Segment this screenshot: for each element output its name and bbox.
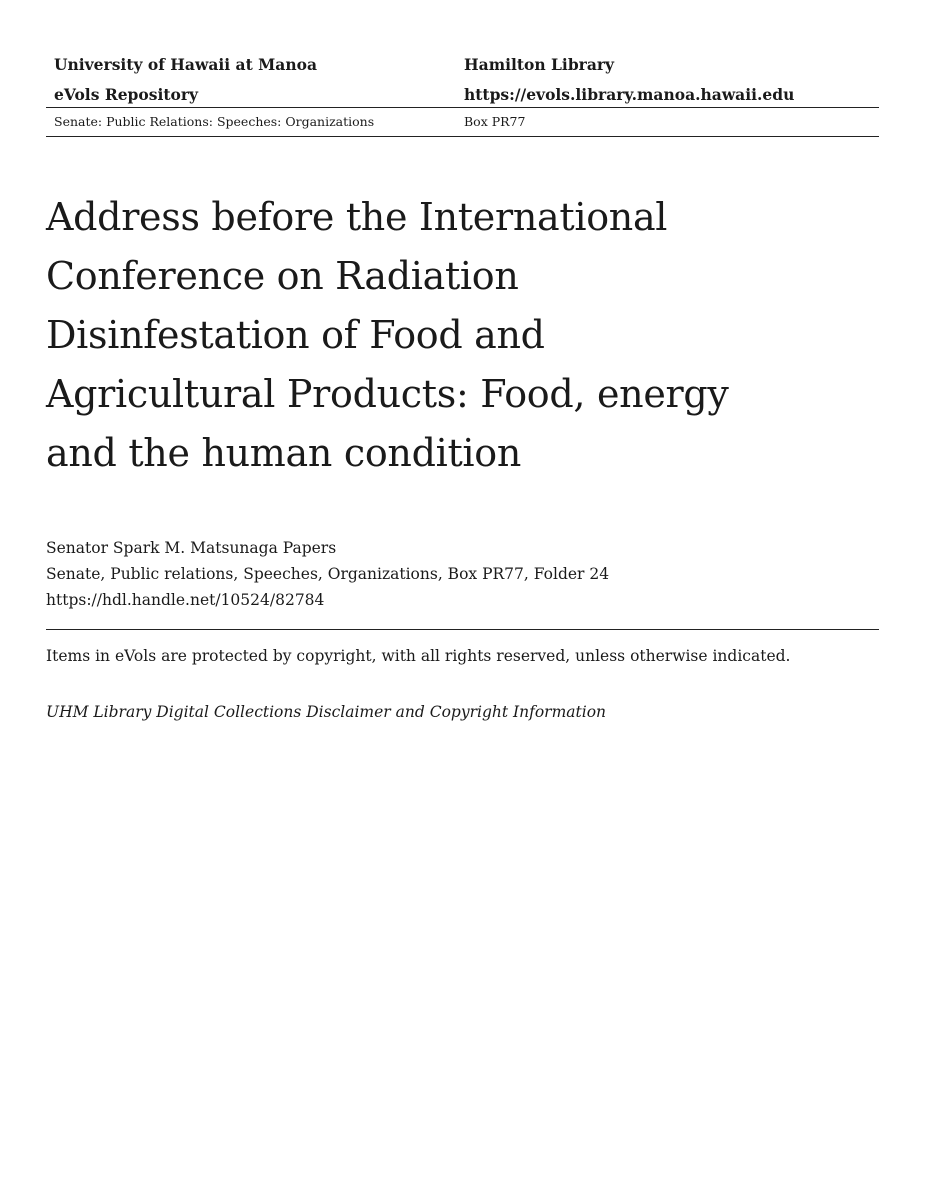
repository-url[interactable]: https://evols.library.manoa.hawaii.edu bbox=[464, 85, 795, 104]
header-row-top bbox=[46, 0, 879, 85]
box-label: Box PR77 bbox=[464, 114, 526, 129]
collection-name: Senator Spark M. Matsunaga Papers bbox=[46, 539, 337, 557]
library-name: Hamilton Library bbox=[464, 55, 615, 74]
document-title: Address before the International Conference on Radiation Disinfestation of Food and Agricultural Products: Food, energy and the human condition bbox=[46, 195, 729, 475]
archive-location: Senate, Public relations, Speeches, Organizations, Box PR77, Folder 24 bbox=[46, 565, 610, 583]
disclaimer-link[interactable]: UHM Library Digital Collections Disclaimer and Copyright Information bbox=[46, 703, 607, 721]
header-row-collection bbox=[46, 108, 879, 136]
metadata-divider bbox=[46, 629, 879, 630]
document-page bbox=[46, 0, 879, 723]
header-row-second bbox=[46, 85, 879, 107]
header-divider-bottom bbox=[46, 136, 879, 137]
handle-link[interactable]: https://hdl.handle.net/10524/82784 bbox=[46, 591, 325, 609]
repository-name: eVols Repository bbox=[54, 85, 199, 104]
document-metadata bbox=[46, 535, 879, 613]
copyright-notice: Items in eVols are protected by copyright, with all rights reserved, unless otherwise indicated. bbox=[46, 647, 791, 665]
collection-path: Senate: Public Relations: Speeches: Organizations bbox=[54, 114, 375, 129]
institution-name: University of Hawaii at Manoa bbox=[54, 55, 317, 74]
